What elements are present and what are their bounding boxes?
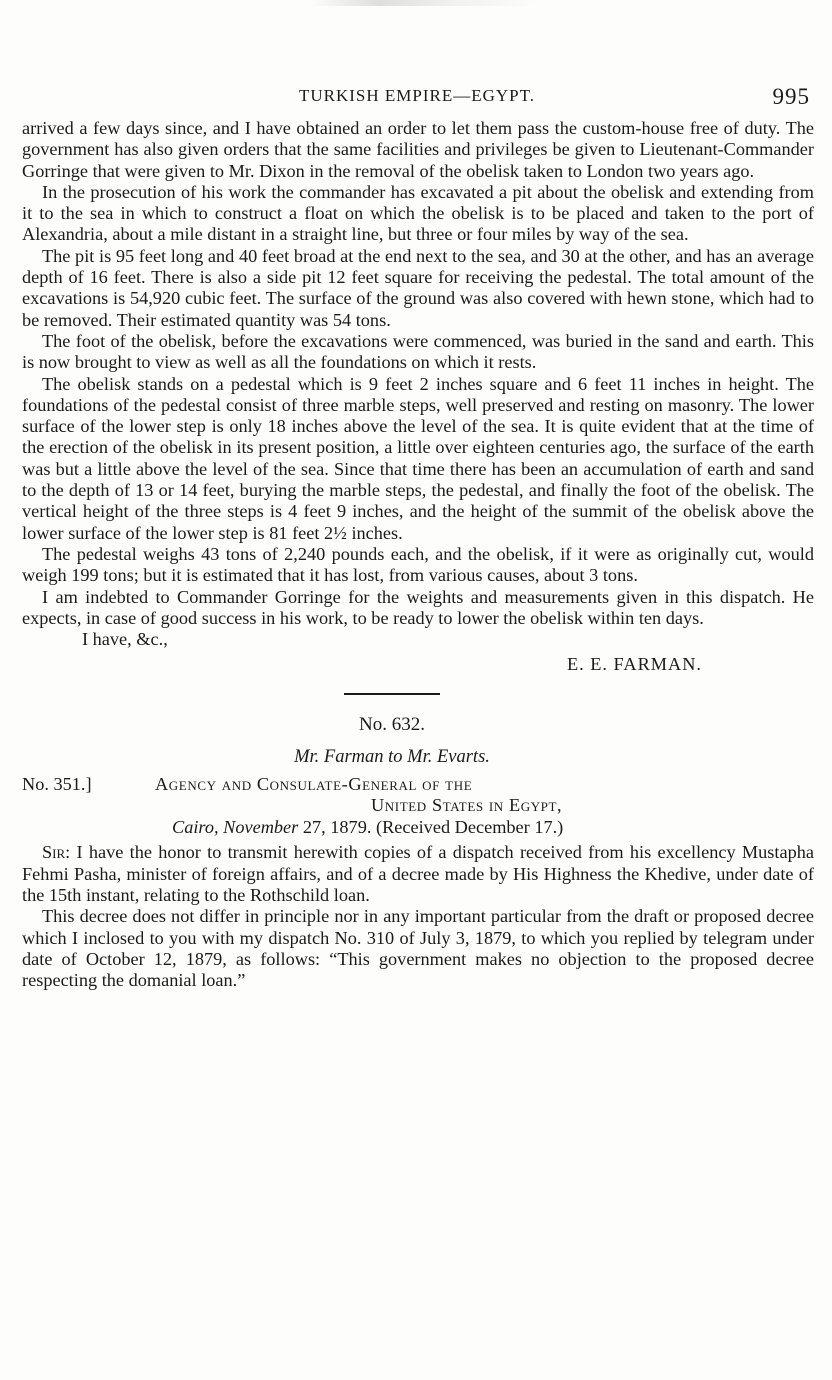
dateline-place: Cairo, November xyxy=(172,817,299,838)
body-text xyxy=(22,118,814,992)
agency-name-line2: United States in Egypt, xyxy=(371,795,563,816)
paragraph-pit-dimensions: The pit is 95 feet long and 40 feet broad at the end next to the sea, and 30 at the other, and has an average depth of 16 feet. There is also a side pit 12 feet square for receiving the pedestal. The total amount of the excavations is 54,920 cubic feet. The surface of the ground was also covered with hewn stone, which had to be removed. Their estimated quantity was 54 tons. xyxy=(22,245,814,330)
paragraph-obelisk-foot: The foot of the obelisk, before the excavations were commenced, was buried in the sand and earth. This is now brought to view as well as all the foundations on which it rests. xyxy=(22,330,814,373)
closing-line: I have, &c., xyxy=(82,629,168,650)
dispatch-number: No. 351.] xyxy=(22,774,92,795)
paragraph-excavation-pit: In the prosecution of his work the commander has excavated a pit about the obelisk and extending from it to the sea in which to construct a float on which the obelisk is to be placed and taken to the port of Alexandria, about a mile distant in a straight line, but three or four miles by way of the sea. xyxy=(22,181,814,245)
paragraph-decree: This decree does not differ in principle nor in any important particular from the draft or proposed decree which I inclosed to you with my dispatch No. 310 of July 3, 1879, to which you replied by telegram under date of October 12, 1879, as follows: “This government makes no objection to the proposed decree respecting the domanial loan.” xyxy=(22,906,814,991)
document-number: No. 632. xyxy=(359,714,425,736)
running-title: TURKISH EMPIRE—EGYPT. xyxy=(298,86,536,105)
dateline-received: (Received December 17.) xyxy=(375,817,564,838)
salutation: Sir: xyxy=(42,842,71,863)
signature: E. E. FARMAN. xyxy=(566,654,702,675)
agency-name-line1: Agency and Consulate-General of the xyxy=(155,774,473,795)
dispatch-header xyxy=(22,774,814,842)
dateline xyxy=(172,817,563,838)
paragraph-pedestal: The obelisk stands on a pedestal which is 9 feet 2 inches square and 6 feet 11 inches in height. The foundations of the pedestal consist of three marble steps, well preserved and resting on masonry. The lower surface of the lower step is only 18 inches above the level of the sea. It is quite evident that at the time of the erection of the obelisk in its present position, a little over eighteen centuries ago, the surface of the earth was but a little above the level of the sea. Since that time there has been an accumulation of earth and sand to the depth of 13 or 14 feet, burying the marble steps, the pedestal, and finally the foot of the obelisk. The vertical height of the three steps is 4 feet 9 inches, and the height of the summit of the obelisk above the lower surface of the lower step is 81 feet 2½ inches. xyxy=(22,373,814,543)
page-number: 995 xyxy=(772,84,810,109)
paragraph-transmittal xyxy=(22,842,814,906)
scan-smudge xyxy=(310,0,540,6)
paragraph-transmittal-text: I have the honor to transmit herewith copies of a dispatch received from his excellency Mustapha Fehmi Pasha, minister of foreign affairs, and of a decree made by His Highness the Khedive, under date of the 15th instant, relating to the Rothschild loan. xyxy=(22,842,814,906)
running-head xyxy=(22,84,812,110)
document-heading: Mr. Farman to Mr. Evarts. xyxy=(294,747,490,768)
paragraph-weights: The pedestal weighs 43 tons of 2,240 pounds each, and the obelisk, if it were as originally cut, would weigh 199 tons; but it is estimated that it has lost, from various causes, about 3 tons. xyxy=(22,543,814,586)
paragraph-continuation: arrived a few days since, and I have obtained an order to let them pass the custom-house free of duty. The government has also given orders that the same facilities and privileges be given to Lieutenant-Commander Gorringe that were given to Mr. Dixon in the removal of the obelisk taken to London two years ago. xyxy=(22,118,814,181)
section-divider xyxy=(344,693,440,695)
paragraph-acknowledgment: I am indebted to Commander Gorringe for the weights and measurements given in this dispatch. He expects, in case of good success in his work, to be ready to lower the obelisk within ten days. xyxy=(22,586,814,628)
dateline-day-year: 27, 1879. xyxy=(302,817,372,838)
